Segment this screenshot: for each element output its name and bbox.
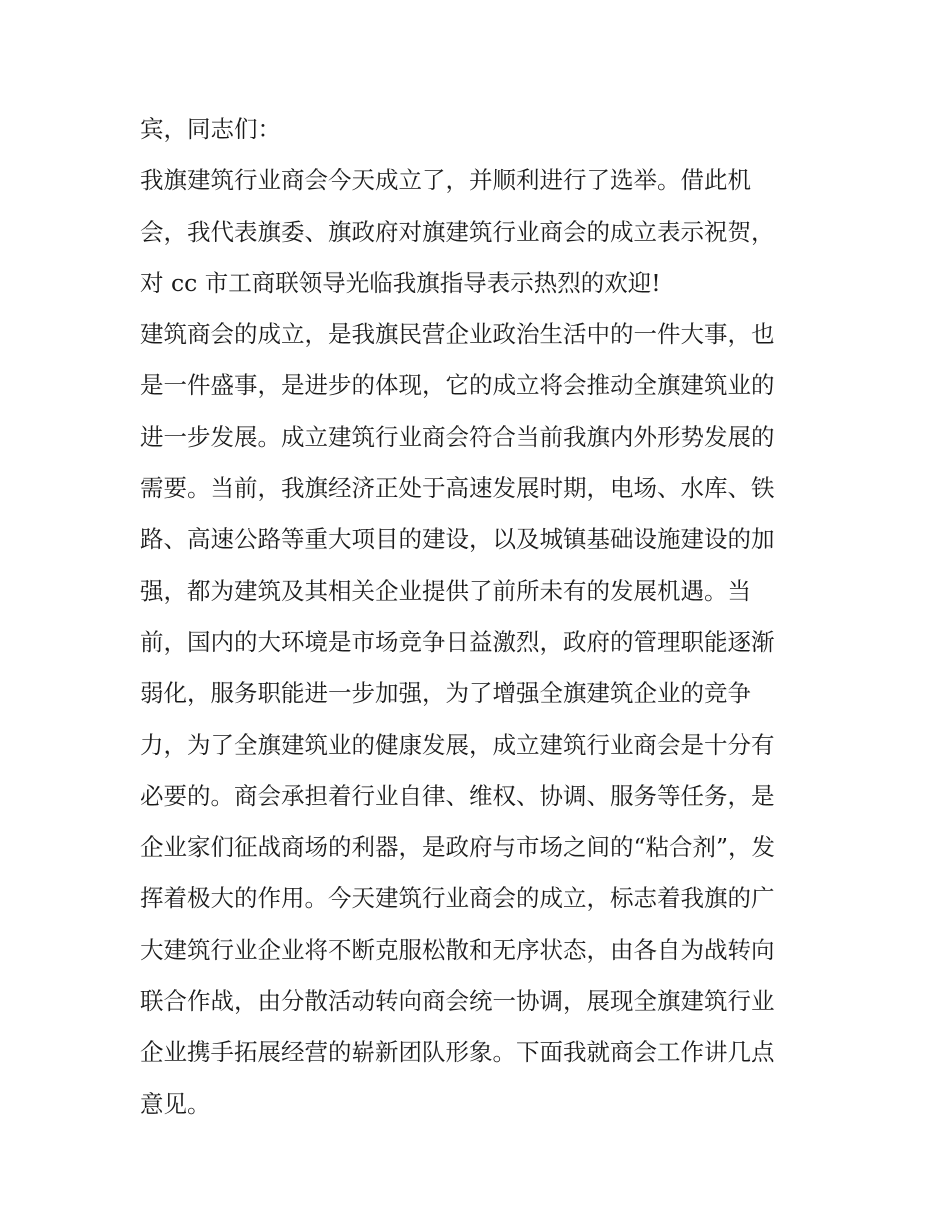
text-line: 进一步发展。成立建筑行业商会符合当前我旗内外形势发展的: [140, 422, 775, 451]
text-line: 意见。: [140, 1089, 211, 1118]
text-line: 力，为了全旗建筑业的健康发展，成立建筑行业商会是十分有: [140, 730, 775, 759]
speech-text: [140, 104, 820, 1130]
text-line: 是一件盛事，是进步的体现，它的成立将会推动全旗建筑业的: [140, 371, 775, 400]
text-line: 会，我代表旗委、旗政府对旗建筑行业商会的成立表示祝贺，: [140, 217, 775, 246]
text-line: 弱化，服务职能进一步加强，为了增强全旗建筑企业的竞争: [140, 679, 751, 708]
text-line: 企业携手拓展经营的崭新团队形象。下面我就商会工作讲几点: [140, 1038, 775, 1067]
text-line: 我旗建筑行业商会今天成立了，并顺利进行了选举。借此机: [140, 166, 751, 195]
text-line: 挥着极大的作用。今天建筑行业商会的成立，标志着我旗的广: [140, 884, 775, 913]
text-line: 对 cc 市工商联领导光临我旗指导表示热烈的欢迎!: [140, 268, 661, 297]
text-line: 需要。当前，我旗经济正处于高速发展时期，电场、水库、铁: [140, 474, 775, 503]
text-line: 强，都为建筑及其相关企业提供了前所未有的发展机遇。当: [140, 576, 751, 605]
text-line: 前，国内的大环境是市场竞争日益激烈，政府的管理职能逐渐: [140, 627, 775, 656]
text-line: 建筑商会的成立，是我旗民营企业政治生活中的一件大事，也: [140, 320, 775, 349]
text-line: 宾，同志们：: [140, 115, 281, 143]
text-line: 大建筑行业企业将不断克服松散和无序状态，由各自为战转向: [140, 935, 775, 964]
text-line: 联合作战，由分散活动转向商会统一协调，展现全旗建筑行业: [140, 987, 775, 1016]
text-line: 路、高速公路等重大项目的建设，以及城镇基础设施建设的加: [140, 525, 775, 554]
text-line: 必要的。商会承担着行业自律、维权、协调、服务等任务，是: [140, 781, 775, 810]
text-line: 企业家们征战商场的利器，是政府与市场之间的“粘合剂”，发: [140, 833, 776, 862]
